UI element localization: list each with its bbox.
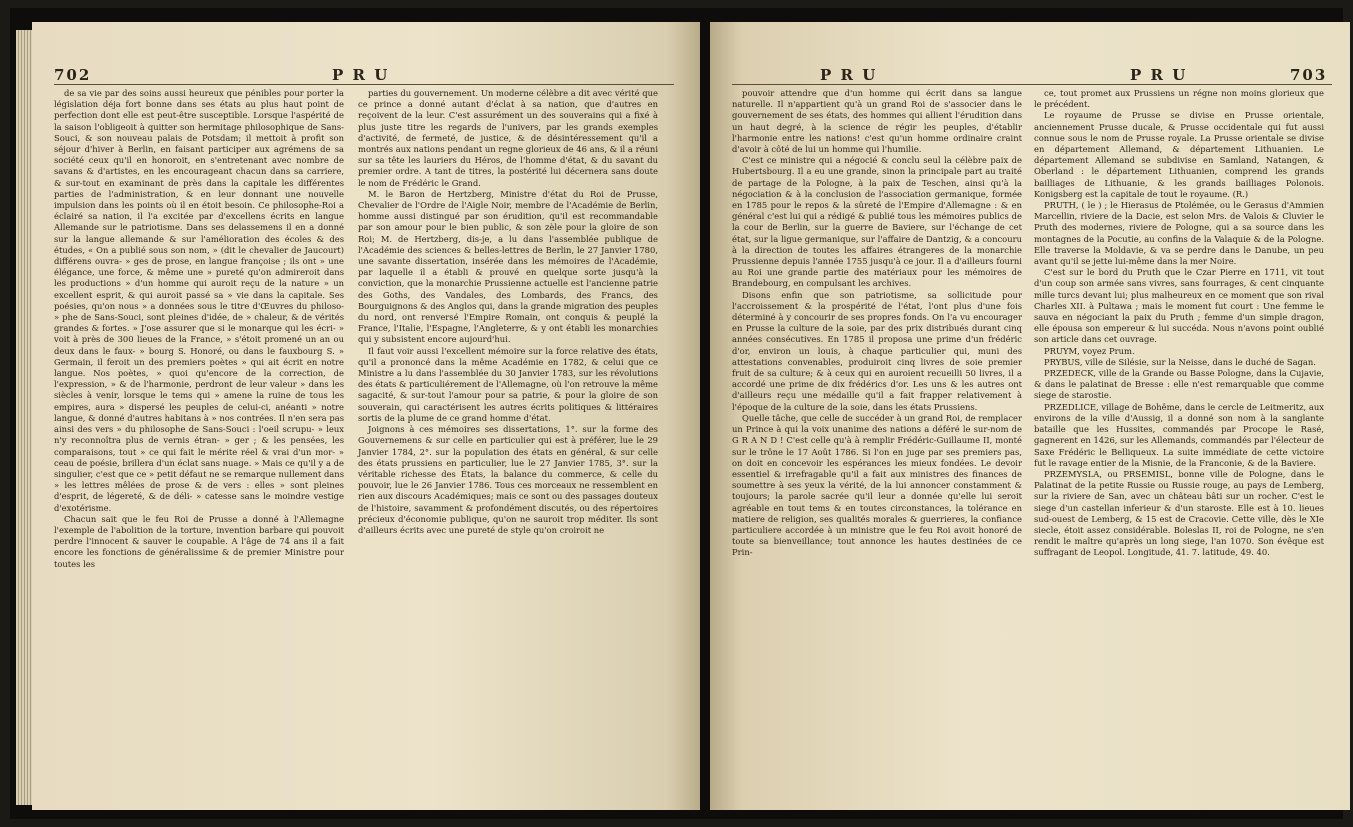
- open-book: [10, 8, 1343, 819]
- left-column-2: [358, 88, 658, 536]
- left-page: [32, 22, 700, 810]
- right-column-1: [732, 88, 1022, 559]
- paragraph: Disons enfin que son patriotisme, sa sollicitude pour l'accroissement & la prospérité de l'état, l'ont plus d'une fois déterminé à y concourir de ses propres fonds. On l'a vu encourager en Prusse la culture de la soie, par des prix distribués durant cinq années consécutives. En 1785 il proposa une prime d'un frédéric d'or, environ un louis, à chaque particulier qui, muni des attestations convenables, produiroit cinq livres de soie premier fruit de sa culture; & à ceux qui en auroient recueilli 50 livres, il a accordé une prime de dix frédérics d'or. Les uns & les autres ont d'ailleurs reçu une médaille qu'il a fait frapper relativement à l'époque de la culture de la soie, dans les états Prussiens.: [732, 289, 1022, 412]
- paragraph: PRYBUS, ville de Silésie, sur la Neisse, dans le duché de Sagan.: [1044, 356, 1316, 367]
- right-column-2: [1034, 88, 1324, 559]
- header-rule-right: [732, 84, 1332, 85]
- paragraph: C'est ce ministre qui a négocié & conclu seul la célèbre paix de Hubertsbourg. Il a eu une grande, sinon la principale part au traité de partage de la Pologne, à la paix de Teschen, ainsi qu'à la négociation & à la conclusion de l'association germanique, formée en 1785 pour le repos & la sûreté de l'Empire d'Allemagne : & en général c'est lui qui a rédigé & publié tous les mémoires publics de la cour de Berlin, sur la guerre de Baviere, sur l'échange de cet état, sur la ligue germanique, sur l'affaire de Dantzig, & a concouru à la direction de toutes les affaires étrangeres de la monarchie Prussienne depuis l'année 1755 jusqu'à ce jour. Il a d'ailleurs fourni au Roi une grande partie des matériaux pour les mémoires de Brandebourg, en compulsant les archives.: [732, 155, 1022, 289]
- paragraph: PRZEDECK, ville de la Grande ou Basse Pologne, dans la Cujavie, & dans le palatinat de Bresse : elle n'est remarquable que comme siege de starostie.: [1034, 368, 1324, 401]
- paragraph: PRZEMYSLA, ou PRSEMISL, bonne ville de Pologne, dans le Palatinat de la petite Russie ou Russie rouge, au pays de Lemberg, sur la riviere de San, avec un château bâti sur un rocher. C'est le siege d'un castellan inferieur & d'un staroste. Elle est à 10. lieues sud-ouest de Lemberg, & 15 est de Cracovie. Cette ville, dès le XIe siecle, étoit assez considérable. Boleslas II, roi de Pologne, ne s'en rendit le maître qu'après un long siege, l'an 1070. Son évêque est suffragant de Leopol. Longitude, 41. 7. latitude, 49. 40.: [1034, 468, 1324, 558]
- paragraph: PRZEDLICE, village de Bohême, dans le cercle de Leitmeritz, aux environs de la ville d'Aussig, il a donné son nom à la sanglante bataille que les Hussites, commandés par Procope le Rasé, gagnerent en 1426, sur les Allemands, commandés par l'électeur de Saxe Frédéric le Belliqueux. La suite immédiate de cette victoire fut le ravage entier de la Misnie, de la Franconie, & de la Baviere.: [1034, 401, 1324, 468]
- paragraph: Le royaume de Prusse se divise en Prusse orientale, anciennement Prusse ducale, & Prusse occidentale qui fut aussi connue sous le nom de Prusse royale. La Prusse orientale se divise en département Allemand, & département Lithuanien. Le département Allemand se subdivise en Samland, Natangen, & Oberland : le département Lithuanien, comprend les grands bailliages de Lithuanie, & les grands bailliages Polonois. Konigsberg est la capitale de tout le royaume. (R.): [1034, 110, 1324, 199]
- page-number-left: 702: [54, 66, 92, 84]
- left-column-1: [54, 88, 344, 570]
- paragraph: Quelle tâche, que celle de succéder à un grand Roi, de remplacer un Prince à qui la voix unanime des nations a déféré le sur-nom de G R A N D ! C'est celle qu'à à remplir Frédéric-Guillaume II, monté sur le trône le 17 Août 1786. Si l'on en juge par ses premiers pas, on doit en concevoir les espérances les mieux fondées. Le devoir essentiel & irrefragable qu'il a fait aux ministres des finances de soumettre à ses yeux la vérité, de la lui annoncer constamment & toujours; la parole sacrée qu'il leur a donnée qu'elle lui seroit agréable en tout tems & en toutes circonstances, la tolérance en matiere de religion, ses qualités morales & guerrieres, la confiance particuliere accordée à un ministre que le feu Roi avoit honoré de toute sa bienveillance; tout annonce les hautes destinées de ce Prin-: [732, 412, 1022, 558]
- paragraph: ce, tout promet aux Prussiens un régne non moins glorieux que le précédent.: [1034, 88, 1324, 110]
- paragraph: Il faut voir aussi l'excellent mémoire sur la force relative des états, qu'il a prononcé dans la même Académie en 1782, & celui que ce Ministre a lu dans l'assemblée du 30 Janvier 1783, sur les révolutions des états & particuliérement de l'Allemagne, où l'on retrouve la même sagacité, & sur-tout l'amour pour sa patrie, & pour la gloire de son souverain, qui caractérisent les autres écrits politiques & littéraires sortis de la plume de ce grand homme d'état.: [358, 345, 658, 423]
- paragraph: pouvoir attendre que d'un homme qui écrit dans sa langue naturelle. Il n'appartient qu'à un grand Roi de s'associer dans le gouvernement de ses états, des hommes qui allient l'érudition dans un haut degré, à la science de régir les peuples, d'établir l'harmonie entre les nations! c'est qu'un homme ordinaire craint d'avoir à côté de lui un homme qui l'humilie.: [732, 88, 1022, 155]
- page-number-right: 703: [1290, 66, 1328, 84]
- running-head-right-1: P R U: [820, 66, 878, 84]
- running-head-right-2: P R U: [1130, 66, 1188, 84]
- right-page: [710, 22, 1350, 810]
- paragraph: C'est sur le bord du Pruth que le Czar Pierre en 1711, vit tout d'un coup son armée sans vivres, sans fourrages, & cent cinquante mille turcs devant lui; plus malheureux en ce moment que son rival Charles XII. à Pultawa ; mais le moment fut court : Une femme le sauva en négociant la paix du Pruth ; femme d'un simple dragon, elle épousa son empereur & lui succéda. Nous n'avons point oublié son article dans cet ouvrage.: [1034, 267, 1324, 345]
- header-rule-left: [54, 84, 674, 85]
- paragraph: parties du gouvernement. Un moderne célèbre a dit avec vérité que ce prince a donné autant d'éclat à sa nation, que d'autres en reçoivent de la leur. C'est assurément un des souverains qui a fixé à plus juste titre les regards de l'univers, par les grands exemples d'activité, de fermeté, de justice, & de désintéressement qu'il a montrés aux nations pendant un regne glorieux de 46 ans, & il a réuni sur sa tête les lauriers du Héros, de l'homme d'état, & du savant du premier ordre. A tant de titres, la postérité lui décernera sans doute le nom de Frédéric le Grand.: [358, 88, 658, 188]
- paragraph: PRUYM, voyez Prum.: [1044, 345, 1135, 356]
- paragraph: Chacun sait que le feu Roi de Prusse a donné à l'Allemagne l'exemple de l'abolition de la torture, invention barbare qui pouvoit perdre l'innocent & sauver le coupable. A l'âge de 74 ans il a fait encore les fonctions de généralissime & de premier Ministre pour toutes les: [54, 513, 344, 569]
- paragraph: de sa vie par des soins aussi heureux que pénibles pour porter la législation déja fort bonne dans ses états au plus haut point de perfection dont elle est peut-être susceptible. Lorsque l'aspérité de la saison l'obligeoit à quitter son hermitage philosophique de Sans-Souci, & son nouveau palais de Potsdam; il mettoit à profit son séjour d'hiver à Berlin, en faisant participer aux agrémens de sa société ceux qu'il en honoroit, en s'entretenant avec nombre de savans & d'artistes, en les encourageant chacun dans sa carriere, & sur-tout en examinant de près dans la capitale les différentes parties de l'administration, & en leur donnant une nouvelle impulsion dans les points où il en étoit besoin. Ce philosophe-Roi a éclairé sa nation, il l'a excitée par d'excellens écrits en langue Allemande sur le patriotisme. Dans ses delassemens il en a donné sur la langue allemande & sur l'amélioration des écoles & des études, « On a publié sous son nom, » (dit le chevalier de Jaucourt) différens ouvra- » ges de prose, en langue françoise ; ils ont » une élégance, une force, & même une » pureté qu'on admireroit dans les productions » d'un homme qui auroit reçu de la nature » un excellent esprit, & qui auroit passé sa » vie dans la capitale. Ses poésies, qu'on nous » a données sous le titre d'Œuvres du philoso- » phe de Sans-Souci, sont pleines d'idée, de » chaleur, & de vérités grandes & fortes. » J'ose assurer que si le monarque qui les écri- » voit à près de 300 lieues de la France, » s'étoit promené un an ou deux dans le faux- » bourg S. Honoré, ou dans le fauxbourg S. » Germain, il feroit un des premiers poètes » qui ait écrit en notre langue. Nos poètes, » quoi qu'encore de la correction, de l'expression, » & de l'harmonie, perdront de leur valeur » dans les siècles à venir, lorsque le tems qui » amene la ruine de tous les empires, aura » dispersé les peuples de celui-ci, anéanti » notre langue, & donné d'autres habitans à » nos contrées. Il n'en sera pas ainsi des vers » du philosophe de Sans-Souci : l'oeil scrupu- » leux n'y reconnoîtra plus de vernis étran- » ger ; & les pensées, les comparaisons, tout » ce qui fait le mérite réel & vrai d'un mor- » ceau de poésie, brillera d'un éclat sans nuage. » Mais ce qu'il y a de singulier, c'est que ce » petit défaut ne se remarque nullement dans » les lettres mêlées de prose & de vers : elles » sont pleines d'esprit, de légereté, & de déli- » catesse sans le moindre vestige d'exotérisme.: [54, 88, 344, 513]
- paragraph: PRUTH, ( le ) ; le Hierasus de Ptolémée, ou le Gerasus d'Ammien Marcellin, riviere de la Dacie, est selon Mrs. de Valois & Cluvier le Pruth des modernes, riviere de Pologne, qui a sa source dans les montagnes de la Pocutie, au confins de la Valaquie & de la Pologne. Elle traverse la Moldavie, & va se perdre dans le Danube, un peu avant qu'il se jette lui-même dans la mer Noire.: [1034, 200, 1324, 267]
- running-head-left: P R U: [332, 66, 390, 84]
- paragraph: M. le Baron de Hertzberg, Ministre d'état du Roi de Prusse, Chevalier de l'Ordre de l'Aigle Noir, membre de l'Académie de Berlin, homme aussi distingué par son érudition, qu'il est recommandable par son amour pour le bien public, & son zèle pour la gloire de son Roi; M. de Hertzberg, dis-je, a lu dans l'assemblée publique de l'Académie des sciences & belles-lettres de Berlin, le 27 Janvier 1780, une savante dissertation, insérée dans les mémoires de l'Académie, par laquelle il a établi & prouvé en quelque sorte jusqu'à la conviction, que la monarchie Prussienne actuelle est l'ancienne patrie des Goths, des Vandales, des Lombards, des Francs, des Bourguignons & des Anglos qui, dans la grande migration des peuples du nord, ont renversé l'Empire Romain, ont conquis & peuplé la France, l'Italie, l'Espagne, l'Angleterre, & y ont établi les monarchies qui y subsistent encore aujourd'hui.: [358, 188, 658, 345]
- paragraph: Joignons à ces mémoires ses dissertations, 1°. sur la forme des Gouvernemens & sur celle en particulier qui est à préférer, lue le 29 Janvier 1784, 2°. sur la population des états en général, & sur celle des états prussiens en particulier, lue le 27 Janvier 1785, 3°. sur la véritable richesse des États, la balance du commerce, & celle du pouvoir, lue le 26 Janvier 1786. Tous ces morceaux ne ressemblent en rien aux discours Académiques; mais ce sont ou des passages douteux de l'histoire, savamment & profondément discutés, ou des répertoires précieux d'économie publique, qu'on ne sauroit trop méditer. Ils sont d'ailleurs écrits avec une pureté de style qu'on croiroit ne: [358, 424, 658, 535]
